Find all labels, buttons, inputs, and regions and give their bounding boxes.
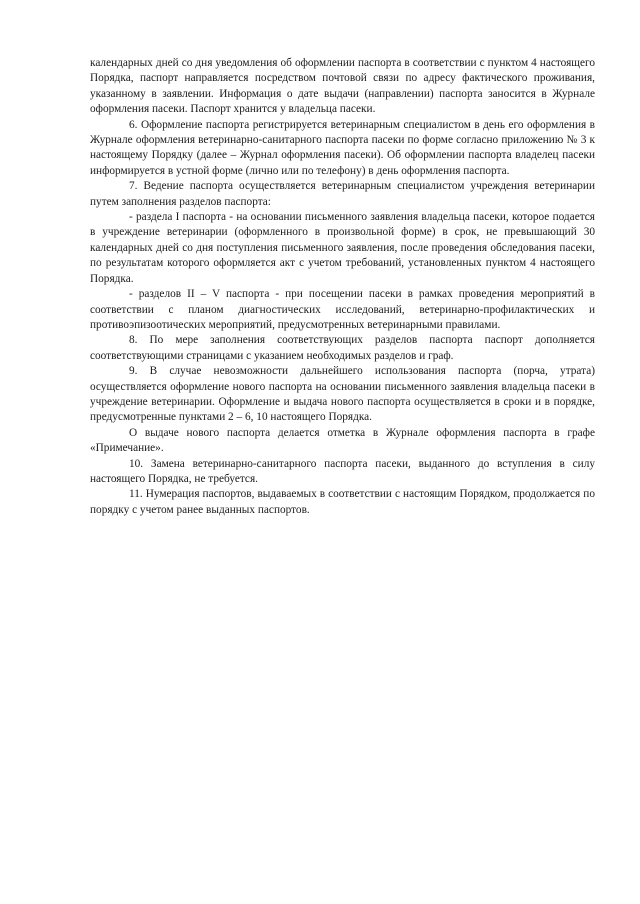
paragraph-item-6: 6. Оформление паспорта регистрируется ветеринарным специалистом в день его оформления в Журнале оформления ветеринарно-санитарного паспорта пасеки по форме согласно приложению № 3 к настоящему Порядку (далее – Журнал оформления пасеки). Об оформлении паспорта владелец пасеки информируется в устной форме (лично или по телефону) в день оформления паспорта.: [90, 118, 595, 177]
paragraph-item-9-note: О выдаче нового паспорта делается отметка в Журнале оформления паспорта в графе «Примечание».: [90, 426, 595, 455]
paragraph-continuation: календарных дней со дня уведомления об оформлении паспорта в соответствии с пунктом 4 настоящего Порядка, паспорт направляется посредством почтовой связи по адресу фактического проживания, указанному в заявлении. Информация о дате выдачи (направлении) паспорта заносится в Журнале оформления пасеки. Паспорт хранится у владельца пасеки.: [90, 57, 595, 116]
paragraph-item-7-sections-2-5: - разделов II – V паспорта - при посещении пасеки в рамках проведения мероприятий в соответствии с планом диагностических исследований, ветеринарно-профилактических и противоэпизоотических мероприятий, предусмотренных ветеринарными правилами.: [90, 288, 595, 331]
paragraph-item-10: 10. Замена ветеринарно-санитарного паспорта пасеки, выданного до вступления в силу настоящего Порядка, не требуется.: [90, 457, 595, 485]
paragraph-item-7-section-1: - раздела I паспорта - на основании письменного заявления владельца пасеки, которое подается в учреждение ветеринарии (оформленного в произвольной форме) в срок, не превышающий 30 календарных дней со дня поступления письменного заявления, после проведения обследования пасеки, по результатам которого оформляется акт с учетом требований, установленных пунктом 4 настоящего Порядка.: [90, 211, 595, 285]
paragraph-item-9: 9. В случае невозможности дальнейшего использования паспорта (порча, утрата) осуществляется оформление нового паспорта на основании письменного заявления владельца пасеки в учреждение ветеринарии. Оформление и выдача нового паспорта осуществляется в сроки и в порядке, предусмотренные пунктами 2 – 6, 10 настоящего Порядка.: [90, 365, 595, 424]
paragraph-item-11: 11. Нумерация паспортов, выдаваемых в соответствии с настоящим Порядком, продолжается по порядку с учетом ранее выданных паспортов.: [90, 488, 595, 516]
paragraph-item-8: 8. По мере заполнения соответствующих разделов паспорта паспорт дополняется соответствующими страницами с указанием необходимых разделов и граф.: [90, 334, 595, 362]
document-page: [90, 56, 595, 518]
paragraph-item-7: 7. Ведение паспорта осуществляется ветеринарным специалистом учреждения ветеринарии путем заполнения разделов паспорта:: [90, 180, 595, 208]
